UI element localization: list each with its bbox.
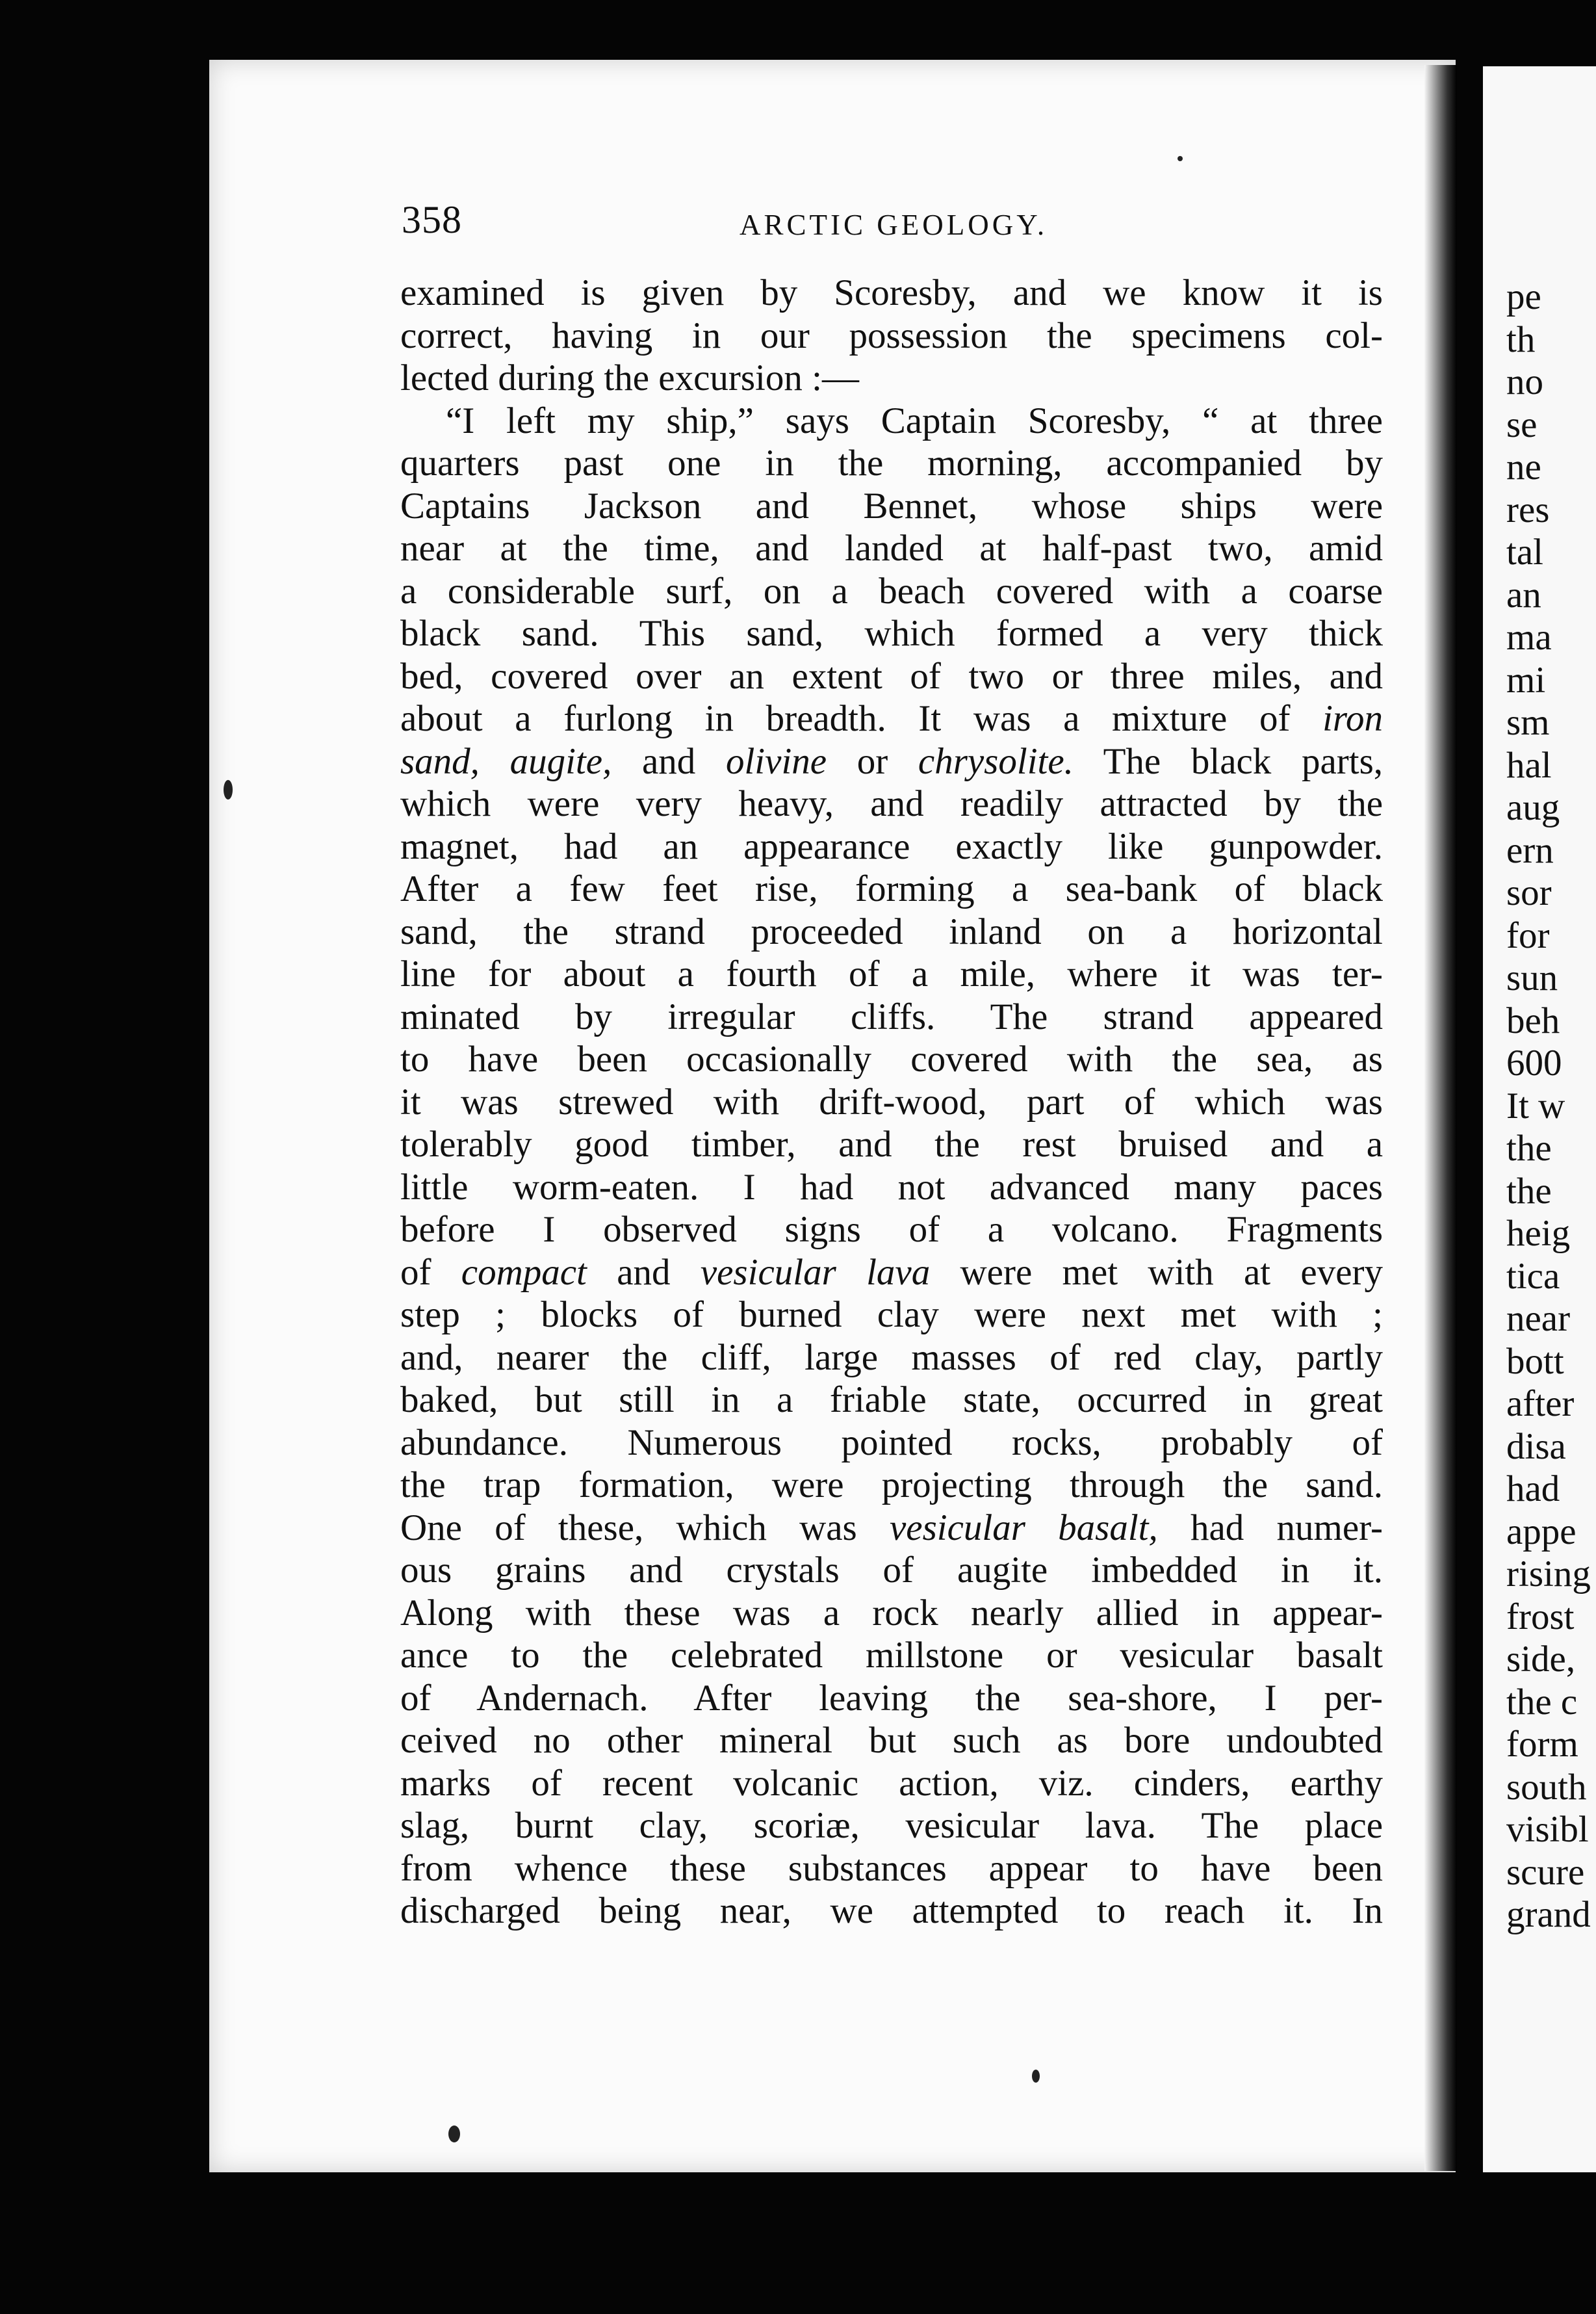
text-segment: One of these, which was	[400, 1507, 890, 1548]
page-header	[402, 194, 1389, 246]
facing-page-fragment: heig	[1506, 1213, 1571, 1254]
facing-page-fragment: res	[1506, 489, 1550, 530]
text-segment: or	[827, 740, 918, 782]
text-line: ceived no other mineral but such as bore undoubted	[400, 1720, 1383, 1761]
text-segment: about a furlong in breadth. It was a mixture of	[400, 698, 1291, 739]
text-line: black sand. This sand, which formed a very thick	[400, 613, 1383, 654]
facing-page-fragment: sm	[1506, 702, 1550, 743]
text-segment: and	[611, 740, 726, 782]
text-line: before I observed signs of a volcano. Fragments	[400, 1209, 1383, 1250]
text-line: a considerable surf, on a beach covered with a coarse	[400, 570, 1383, 612]
facing-page-fragment: tal	[1506, 532, 1543, 573]
facing-page-fragment: after	[1506, 1383, 1575, 1424]
facing-page-fragment: beh	[1506, 1000, 1560, 1041]
text-line: baked, but still in a friable state, occurred in great	[400, 1379, 1383, 1420]
text-line: to have been occasionally covered with the sea, as	[400, 1039, 1383, 1080]
facing-page-fragment: no	[1506, 361, 1543, 402]
text-line: bed, covered over an extent of two or three miles, and	[400, 655, 1383, 697]
facing-page-fragment: aug	[1506, 787, 1560, 828]
text-line: sand, the strand proceeded inland on a horizontal	[400, 911, 1383, 952]
text-line	[400, 1251, 1383, 1294]
italic-term: sand, augite,	[400, 740, 612, 782]
italic-term: vesicular basalt,	[889, 1507, 1158, 1548]
text-line: and, nearer the cliff, large masses of red clay, partly	[400, 1336, 1383, 1378]
text-line: correct, having in our possession the specimens col-	[400, 315, 1383, 356]
facing-page-fragment: hal	[1506, 744, 1552, 786]
text-segment: The black parts,	[1073, 740, 1383, 782]
facing-page-text	[1506, 276, 1591, 1936]
facing-page-fragment: the	[1506, 1170, 1552, 1212]
facing-page-fragment: se	[1506, 404, 1538, 445]
text-line: abundance. Numerous pointed rocks, probably of	[400, 1422, 1383, 1463]
text-line: After a few feet rise, forming a sea-bank of black	[400, 868, 1383, 909]
text-line: line for about a fourth of a mile, where it was ter-	[400, 954, 1383, 994]
text-line: of Andernach. After leaving the sea-shore, I per-	[400, 1677, 1383, 1719]
text-line: it was strewed with drift-wood, part of which was	[400, 1081, 1383, 1123]
text-line: examined is given by Scoresby, and we know it is	[400, 272, 1383, 313]
italic-term: chrysolite.	[918, 740, 1074, 782]
text-line: tolerably good timber, and the rest bruised and a	[400, 1124, 1383, 1165]
facing-page-fragment: grand	[1506, 1894, 1591, 1935]
text-segment: of	[400, 1251, 461, 1293]
facing-page-fragment: had	[1506, 1468, 1560, 1509]
body-text	[400, 272, 1383, 1932]
facing-page-fragment: frost	[1506, 1596, 1575, 1637]
text-segment: and	[586, 1251, 701, 1293]
facing-page-fragment: sun	[1506, 957, 1558, 998]
facing-page	[1483, 66, 1596, 2172]
text-line: the trap formation, were projecting through the sand.	[400, 1464, 1383, 1505]
italic-term: compact	[461, 1251, 587, 1293]
text-segment: had numer-	[1157, 1507, 1383, 1548]
facing-page-fragment: th	[1506, 318, 1536, 360]
facing-page-fragment: ne	[1506, 447, 1541, 488]
facing-page-fragment: near	[1506, 1298, 1571, 1339]
text-segment: were met with at every	[930, 1251, 1383, 1293]
facing-page-fragment: for	[1506, 915, 1550, 956]
text-line: step ; blocks of burned clay were next met with ;	[400, 1294, 1383, 1335]
running-head: ARCTIC GEOLOGY.	[740, 209, 1048, 241]
facing-page-fragment: appe	[1506, 1511, 1577, 1552]
facing-page-fragment: visibl	[1506, 1809, 1589, 1850]
text-line: lected during the excursion :—	[400, 358, 859, 398]
italic-term: olivine	[725, 740, 827, 782]
text-line: near at the time, and landed at half-past two, amid	[400, 528, 1383, 569]
text-line: quarters past one in the morning, accompanied by	[400, 443, 1383, 484]
text-line: Along with these was a rock nearly allied in appear-	[400, 1592, 1383, 1633]
text-line: little worm-eaten. I had not advanced many paces	[400, 1166, 1383, 1208]
text-line: “I left my ship,” says Captain Scoresby, “ at three	[446, 400, 1383, 441]
page-number: 358	[402, 198, 462, 241]
facing-page-fragment: the	[1506, 1128, 1552, 1169]
scan-speck	[1032, 2070, 1040, 2083]
text-line	[400, 740, 1383, 783]
scan-speck	[448, 2126, 460, 2142]
text-line: minated by irregular cliffs. The strand appeared	[400, 996, 1383, 1037]
facing-page-fragment: ma	[1506, 617, 1552, 658]
facing-page-fragment: disa	[1506, 1425, 1566, 1467]
text-line: magnet, had an appearance exactly like gunpowder.	[400, 826, 1383, 867]
facing-page-fragment: scure	[1506, 1851, 1585, 1893]
scan-speck	[1178, 156, 1183, 161]
text-line: ance to the celebrated millstone or vesicular basalt	[400, 1635, 1383, 1676]
text-line: from whence these substances appear to have been	[400, 1847, 1383, 1889]
facing-page-fragment: form	[1506, 1724, 1578, 1765]
facing-page-fragment: sor	[1506, 872, 1552, 913]
facing-page-fragment: side,	[1506, 1639, 1576, 1680]
italic-term: iron	[1322, 698, 1383, 739]
text-line: marks of recent volcanic action, viz. cinders, earthy	[400, 1762, 1383, 1804]
facing-page-fragment: tica	[1506, 1255, 1560, 1297]
facing-page-fragment: 600	[1506, 1043, 1562, 1084]
facing-page-fragment: the c	[1506, 1681, 1578, 1722]
page-gutter	[1424, 65, 1457, 2171]
facing-page-fragment: south	[1506, 1766, 1587, 1808]
facing-page-fragment: rising	[1506, 1554, 1591, 1594]
text-line: which were very heavy, and readily attracted by the	[400, 783, 1383, 824]
scan-speck	[224, 780, 233, 800]
text-line	[400, 697, 1383, 740]
facing-page-fragment: bott	[1506, 1340, 1564, 1382]
facing-page-fragment: mi	[1506, 659, 1546, 701]
italic-term: vesicular lava	[700, 1251, 931, 1293]
text-line: ous grains and crystals of augite imbedded in it.	[400, 1550, 1383, 1591]
text-line: Captains Jackson and Bennet, whose ships were	[400, 485, 1383, 526]
facing-page-fragment: It w	[1506, 1085, 1565, 1126]
text-line: slag, burnt clay, scoriæ, vesicular lava. The place	[400, 1805, 1383, 1846]
text-line	[400, 1507, 1383, 1550]
facing-page-fragment: an	[1506, 574, 1541, 616]
facing-page-fragment: pe	[1506, 276, 1541, 317]
text-line: discharged being near, we attempted to reach it. In	[400, 1890, 1383, 1931]
facing-page-fragment: ern	[1506, 829, 1554, 871]
